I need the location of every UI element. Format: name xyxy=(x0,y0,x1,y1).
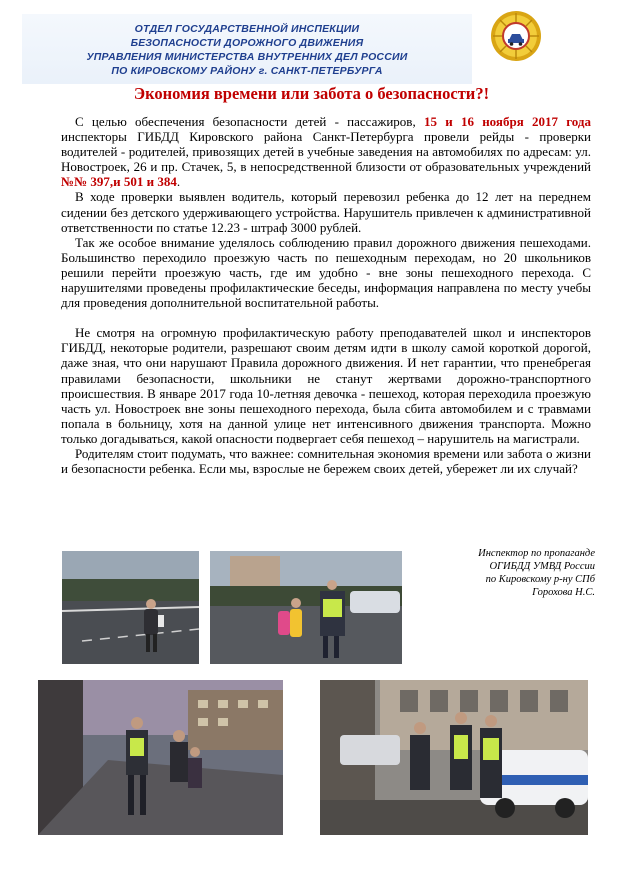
article-title: Экономия времени или забота о безопасности?! xyxy=(133,84,490,103)
signature-line-2: ОГИБДД УМВД России xyxy=(489,561,595,572)
photo-pedestrian-crossing xyxy=(62,551,199,664)
raid-dates: 15 и 16 ноября 2017 года xyxy=(423,114,592,129)
photo-sidewalk-check xyxy=(38,680,283,835)
paragraph-1-text-c: . xyxy=(176,174,181,190)
photo-police-car xyxy=(320,680,588,835)
header-line-2: БЕЗОПАСНОСТИ ДОРОЖНОГО ДВИЖЕНИЯ xyxy=(130,37,364,49)
signature-block xyxy=(400,547,595,599)
header-line-4: ПО КИРОВСКОМУ РАЙОНУ г. САНКТ-ПЕТЕРБУРГА xyxy=(111,65,383,77)
paragraph-2: В ходе проверки выявлен водитель, который перевозил ребенка до 12 лет на переднем сидении без детского удерживающего устройства. Нарушитель привлечен к административной ответственности по статье 12.23 - штраф 3000 рублей. xyxy=(61,189,591,235)
gibdd-emblem-icon xyxy=(490,10,542,62)
paragraph-1-text-b: инспекторы ГИБДД Кировского района Санкт-Петербурга провели рейды - проверки водителей - родителей, привозящих детей в учебные заведения на автомобилях по адресам: ул. Новостроек, 26 и пр. Стачек, 5, в непосредственной близости от образовательных учреждений xyxy=(61,129,591,175)
photo-inspector-children xyxy=(210,551,402,664)
paragraph-1 xyxy=(61,114,591,189)
school-numbers: №№ 397,и 501 и 384 xyxy=(61,174,177,190)
paragraph-4: Не смотря на огромную профилактическую работу преподавателей школ и инспекторов ГИБДД, некоторые родители, разрешают своим детям идти в школу самой короткой дорогой, даже зная, что они нарушают Правила дорожного движения. И нет гарантии, что пренебрегая правилами безопасности, школьники не станут жертвами дорожно-транспортного происшествия. В январе 2017 года 10-летняя девочка - пешеход, которая переходила проезжую часть ул. Новостроек вне зоны пешеходного перехода, была сбита автомобилем и с травмами попала в больницу, хотя на данной улице нет интенсивного движения транспорта. Можно только догадываться, какой опасности подвергает себя пешеход – нарушитель на магистрали. xyxy=(61,325,591,446)
header-banner xyxy=(22,14,472,84)
paragraph-1-text-a: С целью обеспечения безопасности детей - пассажиров, xyxy=(75,114,424,129)
signature-line-4: Горохова Н.С. xyxy=(532,587,595,598)
article-body xyxy=(61,114,591,476)
header-line-1: ОТДЕЛ ГОСУДАРСТВЕННОЙ ИНСПЕКЦИИ xyxy=(134,23,360,35)
header-line-3: УПРАВЛЕНИЯ МИНИСТЕРСТВА ВНУТРЕННИХ ДЕЛ РОССИИ xyxy=(86,51,408,63)
paragraph-3: Так же особое внимание уделялось соблюдению правил дорожного движения пешеходами. Большинство переходило проезжую часть по пешеходным переходам, но 20 школьников решили перейти проезжую часть, где им удобно - вне зоны пешеходного перехода. С нарушителями проведены профилактические беседы, информация направлена по месту учебы для проведения дополнительной воспитательной работы. xyxy=(61,234,591,311)
signature-line-3: по Кировскому р-ну СПб xyxy=(485,574,595,585)
paragraph-5: Родителям стоит подумать, что важнее: сомнительная экономия времени или забота о жизни и безопасности ребенка. Если мы, взрослые не бережем своих детей, убережет ли их случай? xyxy=(61,445,591,477)
signature-line-1: Инспектор по пропаганде xyxy=(478,548,595,559)
